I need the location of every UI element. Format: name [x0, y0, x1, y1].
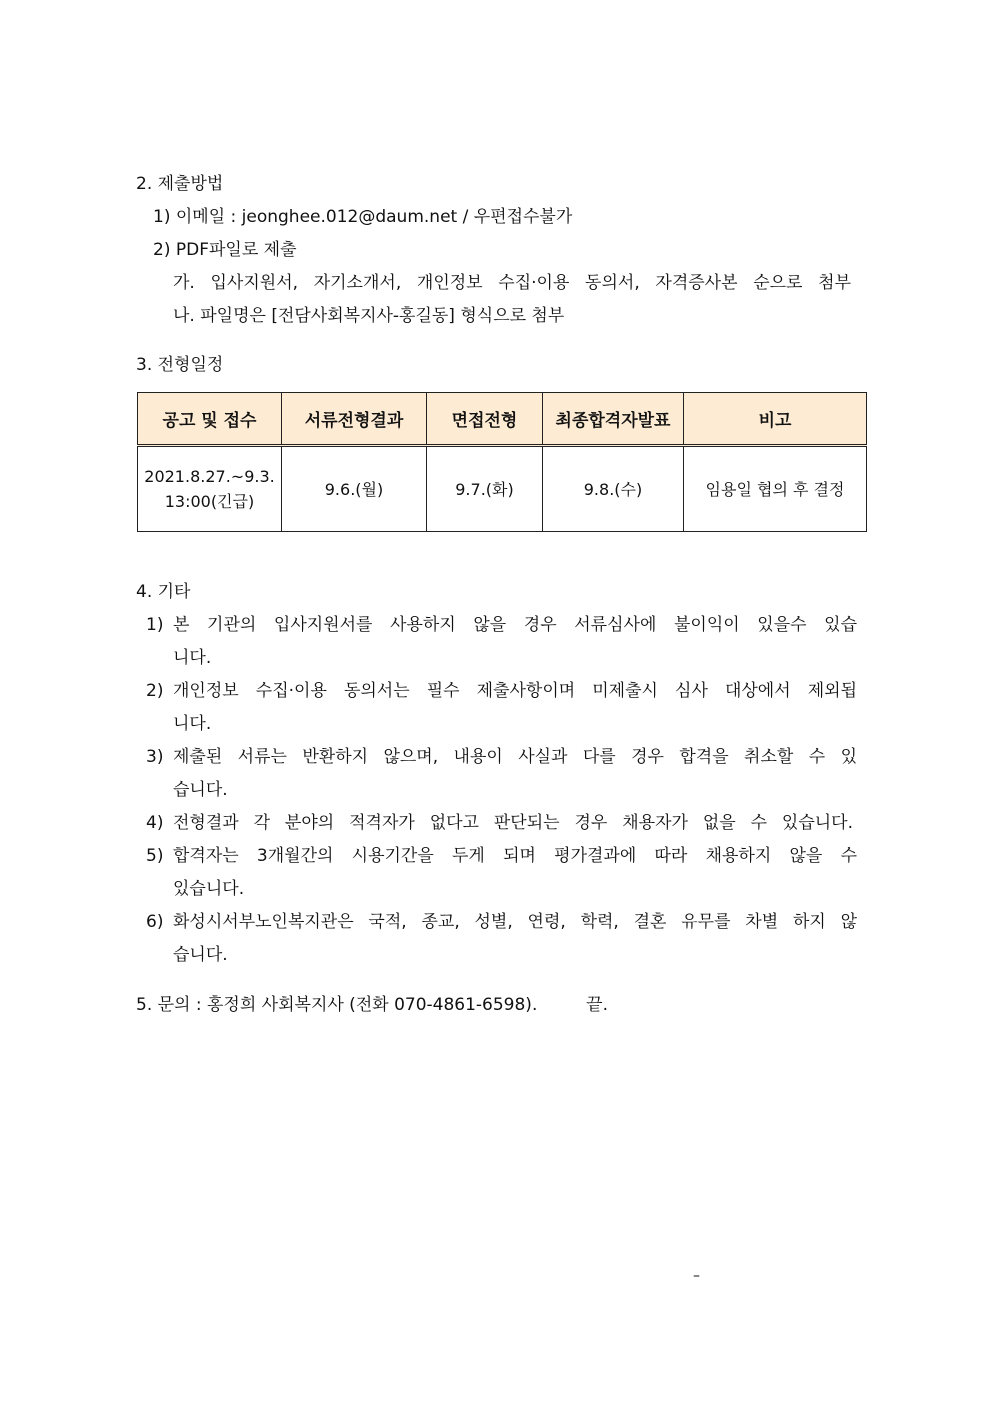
submission-item-pdf: 2) PDF파일로 제출 — [153, 240, 297, 260]
header-final-announcement: 최종합격자발표 — [543, 393, 684, 446]
schedule-data-row — [138, 446, 867, 532]
etc-item-2-cont: 니다. — [173, 714, 212, 734]
cell-interview: 9.7.(화) — [427, 446, 543, 532]
section-schedule-heading: 3. 전형일정 — [136, 355, 224, 375]
etc-item-4-num: 4) — [146, 813, 164, 833]
etc-item-3-text: 제출된 서류는 반환하지 않으며, 내용이 사실과 다를 경우 합격을 취소할 수 있 — [173, 747, 857, 767]
etc-item-5-num: 5) — [146, 846, 164, 866]
header-document-result: 서류전형결과 — [282, 393, 427, 446]
cell-notice-deadline: 13:00(긴급) — [164, 492, 255, 511]
inquiry-text: 5. 문의 : 홍정희 사회복지사 (전화 070-4861-6598). — [136, 995, 538, 1015]
cell-notice — [138, 446, 282, 532]
etc-item-6-num: 6) — [146, 912, 164, 932]
etc-item-1-text: 본 기관의 입사지원서를 사용하지 않을 경우 서류심사에 불이익이 있을수 있습 — [173, 615, 857, 635]
etc-item-6-cont: 습니다. — [173, 945, 228, 965]
etc-item-5-cont: 있습니다. — [173, 879, 245, 899]
submission-subitem-order: 가. 입사지원서, 자기소개서, 개인정보 수집·이용 동의서, 자격증사본 순으로 첨부 — [173, 273, 851, 293]
cell-remarks: 임용일 협의 후 결정 — [684, 446, 867, 532]
cell-document-result: 9.6.(월) — [282, 446, 427, 532]
document-end-mark: 끝. — [586, 995, 608, 1015]
etc-item-1-num: 1) — [146, 615, 164, 635]
section-inquiry — [136, 993, 608, 1017]
cell-final-announcement: 9.8.(수) — [543, 446, 684, 532]
header-interview: 면접전형 — [427, 393, 543, 446]
etc-item-5-text: 합격자는 3개월간의 시용기간을 두게 되며 평가결과에 따라 채용하지 않을 수 — [173, 846, 857, 866]
header-remarks: 비고 — [684, 393, 867, 446]
submission-subitem-filename: 나. 파일명은 [전담사회복지사-홍길동] 형식으로 첨부 — [173, 306, 565, 326]
header-notice: 공고 및 접수 — [138, 393, 282, 446]
etc-item-4-text: 전형결과 각 분야의 적격자가 없다고 판단되는 경우 채용자가 없을 수 있습니다. — [173, 813, 853, 833]
schedule-header-row — [138, 393, 867, 446]
etc-item-1-cont: 니다. — [173, 648, 212, 668]
section-submission-heading: 2. 제출방법 — [136, 174, 224, 194]
etc-item-3-num: 3) — [146, 747, 164, 767]
etc-item-2-num: 2) — [146, 681, 164, 701]
submission-item-email: 1) 이메일 : jeonghee.012@daum.net / 우편접수불가 — [153, 207, 573, 227]
etc-item-6-text: 화성시서부노인복지관은 국적, 종교, 성별, 연령, 학력, 결혼 유무를 차별 하지 않 — [173, 912, 857, 932]
cell-notice-period: 2021.8.27.~9.3. — [144, 467, 275, 486]
etc-item-2-text: 개인정보 수집·이용 동의서는 필수 제출사항이며 미제출시 심사 대상에서 제외됩 — [173, 681, 857, 701]
schedule-table — [137, 392, 867, 532]
page-footer-dash: – — [693, 1268, 700, 1284]
etc-item-3-cont: 습니다. — [173, 780, 228, 800]
section-etc-heading: 4. 기타 — [136, 582, 191, 602]
